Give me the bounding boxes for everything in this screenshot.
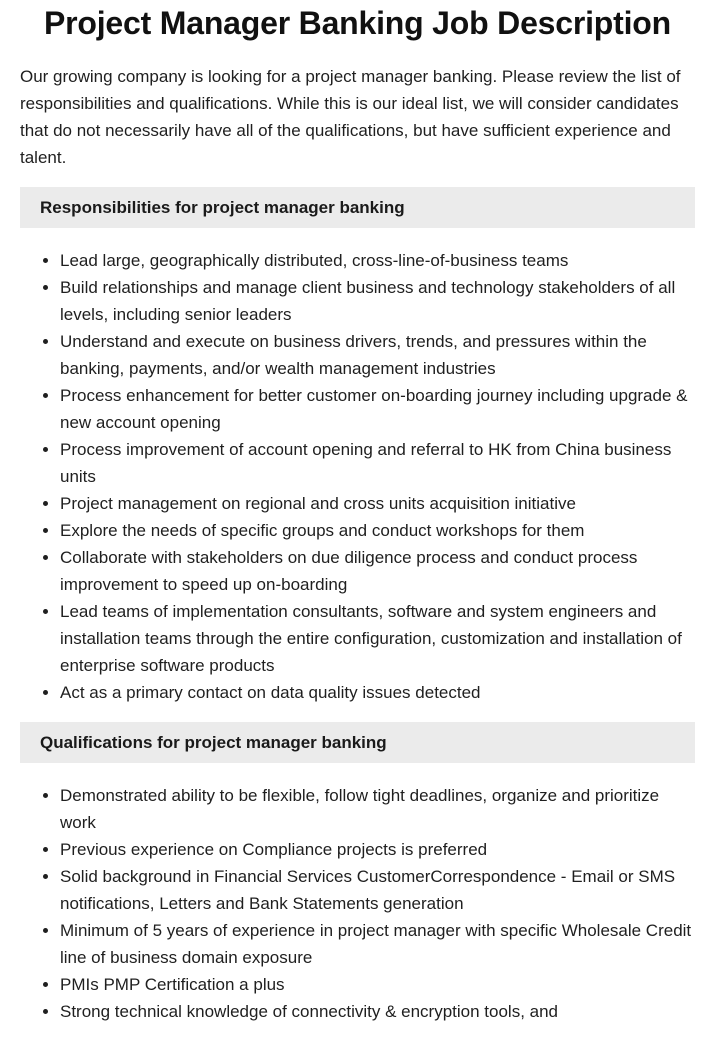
list-item: • Solid background in Financial Services CustomerCorrespondence - Email or SMS notifications, Letters and Bank Statements generation (60, 863, 695, 917)
list-item: • Collaborate with stakeholders on due diligence process and conduct process improvement to speed up on-boarding (60, 544, 695, 598)
page-title: Project Manager Banking Job Description (44, 5, 671, 41)
list-item: • Lead teams of implementation consultants, software and system engineers and installation teams through the entire configuration, customization and installation of enterprise software products (60, 598, 695, 679)
list-item: • Act as a primary contact on data quality issues detected (60, 679, 695, 706)
qualifications-heading: Qualifications for project manager banking (20, 722, 695, 763)
list-item: • Understand and execute on business drivers, trends, and pressures within the banking, payments, and/or wealth management industries (60, 328, 695, 382)
list-item: • Previous experience on Compliance projects is preferred (60, 836, 695, 863)
list-item: • Process enhancement for better customer on-boarding journey including upgrade & new account opening (60, 382, 695, 436)
responsibilities-heading: Responsibilities for project manager banking (20, 187, 695, 228)
list-item: • Minimum of 5 years of experience in project manager with specific Wholesale Credit line of business domain exposure (60, 917, 695, 971)
list-item: • Lead large, geographically distributed, cross-line-of-business teams (60, 247, 695, 274)
responsibilities-list (20, 247, 695, 706)
list-item: • Strong technical knowledge of connectivity & encryption tools, and (60, 998, 695, 1025)
list-item: • Project management on regional and cross units acquisition initiative (60, 490, 695, 517)
list-item: • Explore the needs of specific groups and conduct workshops for them (60, 517, 695, 544)
list-item: • Build relationships and manage client business and technology stakeholders of all levels, including senior leaders (60, 274, 695, 328)
intro-paragraph: Our growing company is looking for a project manager banking. Please review the list of responsibilities and qualifications. While this is our ideal list, we will consider candidates that do not necessarily have all of the qualifications, but have sufficient experience and talent. (20, 67, 681, 167)
list-item: • Demonstrated ability to be flexible, follow tight deadlines, organize and prioritize work (60, 782, 695, 836)
list-item: • PMIs PMP Certification a plus (60, 971, 695, 998)
qualifications-list (20, 782, 695, 1025)
list-item: • Process improvement of account opening and referral to HK from China business units (60, 436, 695, 490)
